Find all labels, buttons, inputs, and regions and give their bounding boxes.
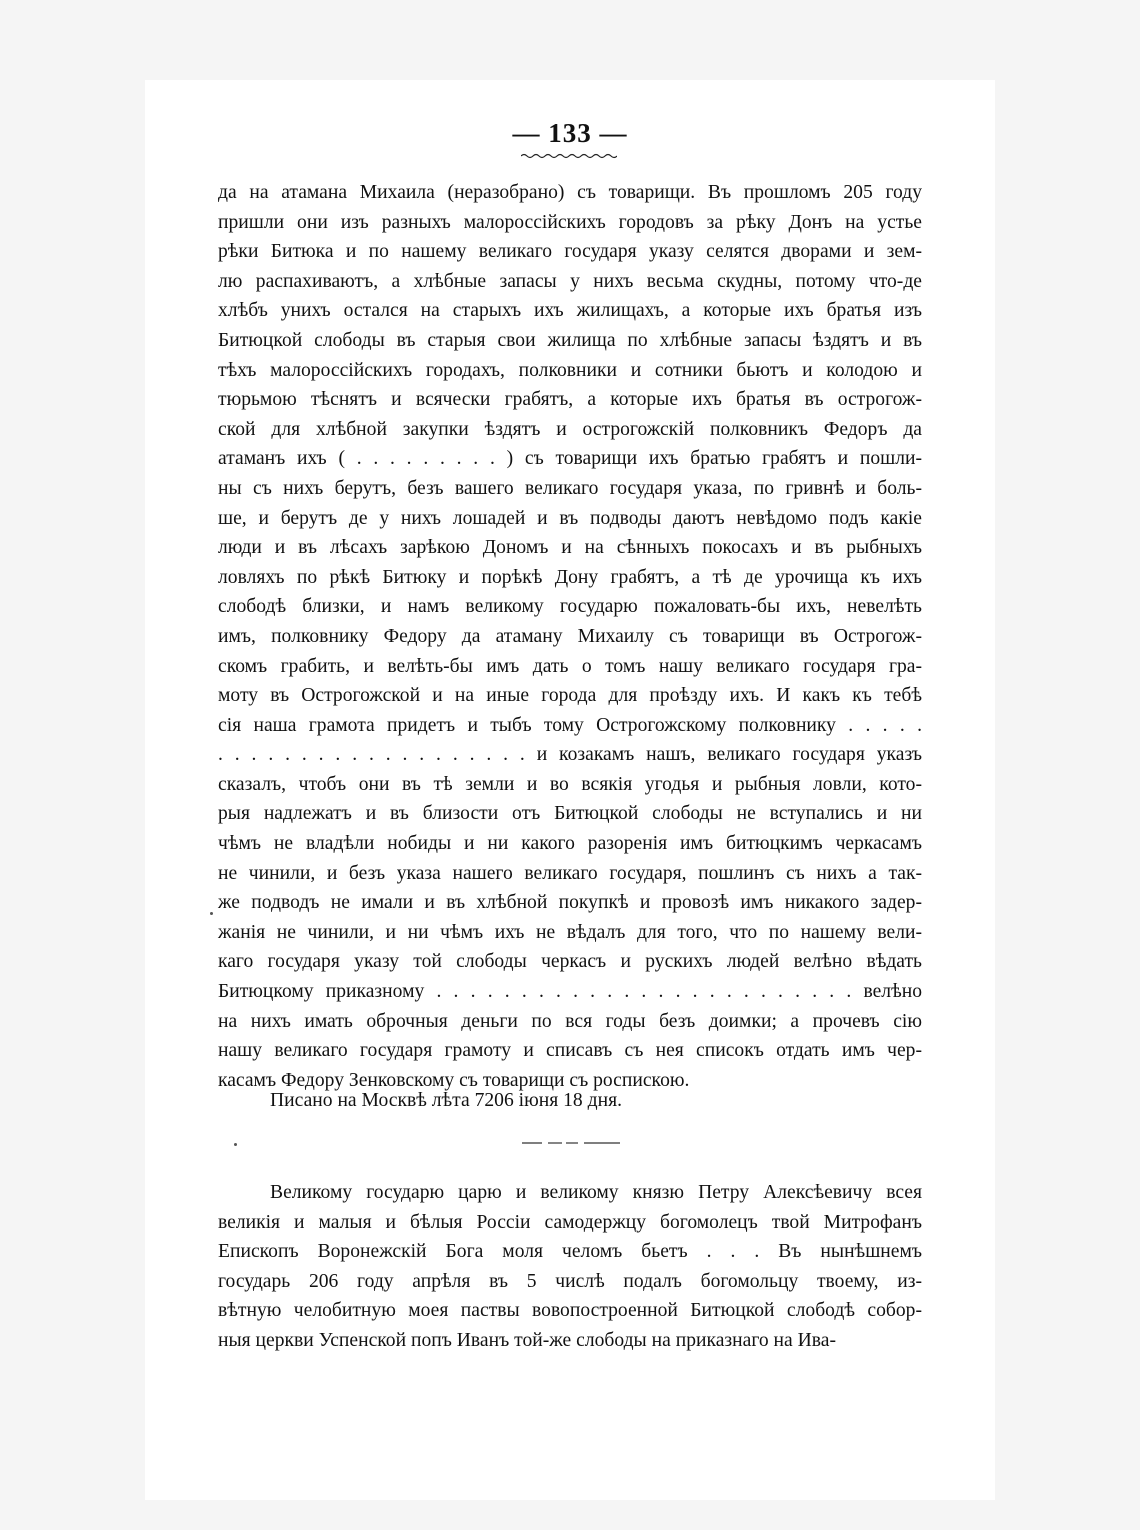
page-number-underline [521,153,617,159]
text-line: великія и малыя и бѣлыя Россіи самодержцу богомолецъ твой Митрофанъ [218,1211,922,1233]
text-line: Епископъ Воронежскій Бога моля челомъ бьетъ . . . Въ нынѣшнемъ [218,1241,922,1263]
margin-mark [210,912,213,915]
document-signature-line: Писано на Москвѣ лѣта 7206 іюня 18 дня. [270,1090,622,1111]
text-line: сія наша грамота придетъ и тыбъ тому Острогожскому полковнику . . . . . [218,714,922,736]
text-line: государь 206 году апрѣля въ 5 числѣ подалъ богомольцу твоему, из- [218,1270,922,1292]
document-paragraph-1 [218,178,922,1095]
text-line: сказалъ, чтобъ они въ тѣ земли и во всякія угодья и рыбныя ловли, кото- [218,773,922,795]
document-paragraph-2 [218,1178,922,1356]
text-line: жанія не чинили, и ни чѣмъ ихъ не вѣдалъ для того, что по нашему вели- [218,921,922,943]
text-line: слободѣ близки, и намъ великому государю пожаловать-бы ихъ, невелѣть [218,596,922,618]
margin-mark [234,1143,237,1146]
text-line: тюрьмою тѣснятъ и всячески грабятъ, а которые ихъ братья въ острогож- [218,389,922,411]
text-line: Великому государю царю и великому князю Петру Алексѣевичу всея [270,1182,922,1203]
page-number: — 133 — [512,118,628,148]
text-line: ны съ нихъ берутъ, безъ вашего великаго государя указа, по гривнѣ и боль- [218,477,922,499]
text-line: ловляхъ по рѣкѣ Битюку и порѣкѣ Дону грабятъ, а тѣ де урочища къ ихъ [218,566,922,588]
text-line: Битюцкой слободы въ старыя свои жилища по хлѣбные запасы ѣздятъ и въ [218,329,922,351]
text-line: . . . . . . . . . . . . . . . . . . . и козакамъ нашъ, великаго государя указъ [218,744,922,766]
text-line: имъ, полковнику Федору да атаману Михаилу съ товарищи въ Острогож- [218,625,922,647]
section-divider [522,1141,620,1145]
text-line: хлѣбъ унихъ остался на старыхъ ихъ жилищахъ, а которые ихъ братья изъ [218,300,922,322]
text-line: ской для хлѣбной закупки ѣздятъ и острогожскій полковникъ Федоръ да [218,418,922,440]
text-line: на нихъ имать оброчныя деньги по вся годы безъ доимки; а прочевъ сію [218,1010,922,1032]
text-line: касамъ Федору Зенковскому съ товарищи съ роспискою. [218,1069,690,1091]
text-line: Битюцкому приказному . . . . . . . . . . . . . . . . . . . . . . . . . велѣно [218,981,922,1003]
text-line: пришли они изъ разныхъ малороссійскихъ городовъ за рѣку Донъ на устье [218,211,922,233]
text-line: скомъ грабить, и велѣть-бы имъ дать о томъ нашу великаго государя гра- [218,655,922,677]
text-line: да на атамана Михаила (неразобрано) съ товарищи. Въ прошломъ 205 году [218,182,922,203]
text-line: моту въ Острогожской и на иные города для проѣзду ихъ. И какъ къ тебѣ [218,685,922,707]
text-line: ныя церкви Успенской попъ Иванъ той-же слободы на приказнаго на Ива- [218,1329,837,1351]
text-line: не чинили, и безъ указа нашего великаго государя, пошлинъ съ нихъ а так- [218,862,922,884]
text-line: нашу великаго государя грамоту и списавъ съ нея списокъ отдать имъ чер- [218,1040,922,1062]
text-line: чѣмъ не владѣли нобиды и ни какого разоренія имъ битюцкимъ черкасамъ [218,833,922,855]
text-line: рѣки Битюка и по нашему великаго государя указу селятся дворами и зем- [218,241,922,263]
text-line: ше, и берутъ де у нихъ лошадей и въ подводы даютъ невѣдомо подъ какіе [218,507,922,529]
text-line: лю распахиваютъ, а хлѣбные запасы у нихъ весьма скудны, потому что-де [218,270,922,292]
text-line: атаманъ ихъ ( . . . . . . . . . ) съ товарищи ихъ братью грабятъ и пошли- [218,448,922,470]
text-line: рыя надлежатъ и въ близости отъ Битюцкой слободы не вступались и ни [218,803,922,825]
text-line: же подводъ не имали и въ хлѣбной покупкѣ и провозѣ имъ никакого задер- [218,892,922,914]
text-line: тѣхъ малороссійскихъ городахъ, полковники и сотники бьютъ и колодою и [218,359,922,381]
text-line: каго государя указу той слободы черкасъ и рускихъ людей велѣно вѣдать [218,951,922,973]
text-line: люди и въ лѣсахъ зарѣкою Дономъ и на сѣнныхъ покосахъ и въ рыбныхъ [218,537,922,559]
text-line: вѣтную челобитную моея паствы вовопостроенной Битюцкой слободѣ собор- [218,1300,922,1322]
